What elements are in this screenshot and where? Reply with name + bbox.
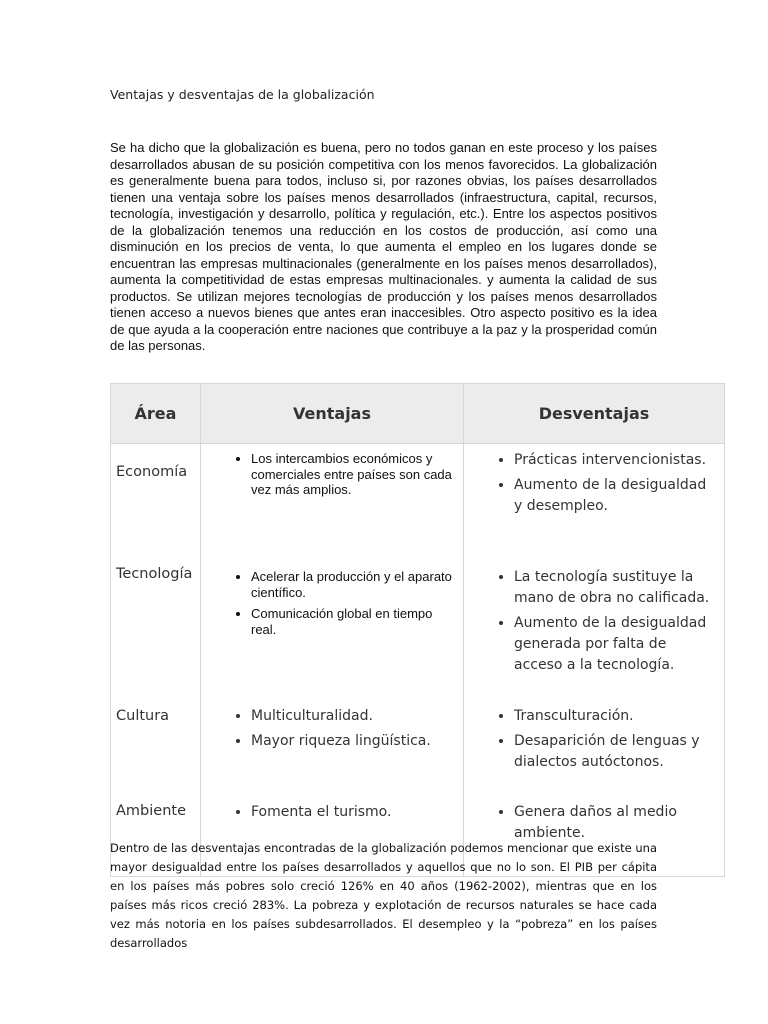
list-item: • Los intercambios económicos y comerciales entre países son cada vez más amplios. — [251, 451, 453, 498]
area-cell: Economía — [111, 444, 201, 563]
list-item: • Mayor riqueza lingüística. — [251, 731, 453, 752]
document-title: Ventajas y desventajas de la globalización — [110, 87, 375, 102]
list-item: • Prácticas intervencionistas. — [514, 450, 718, 471]
ventajas-cell — [201, 562, 464, 705]
area-cell: Tecnología — [111, 562, 201, 705]
list-item: • Multiculturalidad. — [251, 706, 453, 727]
table-row — [111, 562, 725, 705]
list-item: • Fomenta el turismo. — [251, 802, 453, 823]
list-item: • Aumento de la desigualdad y desempleo. — [514, 475, 718, 517]
header-desventajas: Desventajas — [464, 384, 725, 444]
table-row — [111, 444, 725, 563]
outro-paragraph: Dentro de las desventajas encontradas de la globalización podemos mencionar que existe una mayor desigualdad entre los países desarrollados y aquellos que no lo son. El PIB per cápita en los países más pobres solo creció 126% en 40 años (1962-2002), mientras que en los países más ricos creció 283%. La pobreza y explotación de recursos naturales se hace cada vez más notoria en los países subdesarrollados. El desempleo y la “pobreza” en los países desarrollados — [110, 841, 657, 950]
desventajas-cell — [464, 705, 725, 802]
ventajas-cell — [201, 444, 464, 563]
desventajas-cell — [464, 562, 725, 705]
list-item: • Comunicación global en tiempo real. — [251, 606, 453, 637]
list-item: • Aumento de la desigualdad generada por falta de acceso a la tecnología. — [514, 613, 718, 676]
ventajas-cell — [201, 705, 464, 802]
intro-paragraph: Se ha dicho que la globalización es buena, pero no todos ganan en este proceso y los países desarrollados abusan de su posición competitiva con los menos favorecidos. La globalización es generalmente buena para todos, incluso si, por razones obvias, los países desarrollados tienen una ventaja sobre los países menos desarrollados (infraestructura, capital, recursos, tecnología, investigación y desarrollo, política y regulación, etc.). Entre los aspectos positivos de la globalización tenemos una reducción en los costos de producción, así como una disminución en los precios de venta, lo que aumenta el empleo en los lugares donde se encuentran las empresas multinacionales (generalmente en los países menos desarrollados), aumenta la competitividad de estas empresas multinacionales. y aumenta la calidad de sus productos. Se utilizan mejores tecnologías de producción y los países menos desarrollados tienen acceso a nuevos bienes que antes eran inaccesibles. Otro aspecto positivo es la idea de que ayuda a la cooperación entre naciones que contribuye a la paz y la prosperidad común de las personas. — [110, 140, 657, 353]
area-cell: Cultura — [111, 705, 201, 802]
header-ventajas: Ventajas — [201, 384, 464, 444]
list-item: • Genera daños al medio ambiente. — [514, 802, 718, 844]
header-area: Área — [111, 384, 201, 444]
list-item: • La tecnología sustituye la mano de obra no calificada. — [514, 567, 718, 609]
list-item: • Acelerar la producción y el aparato científico. — [251, 569, 453, 600]
desventajas-cell — [464, 444, 725, 563]
list-item: • Desaparición de lenguas y dialectos autóctonos. — [514, 731, 718, 773]
area-cell: Ambiente — [111, 802, 201, 877]
comparison-table — [110, 383, 725, 877]
list-item: • Transculturación. — [514, 706, 718, 727]
table-row — [111, 705, 725, 802]
table-header-row — [111, 384, 725, 444]
